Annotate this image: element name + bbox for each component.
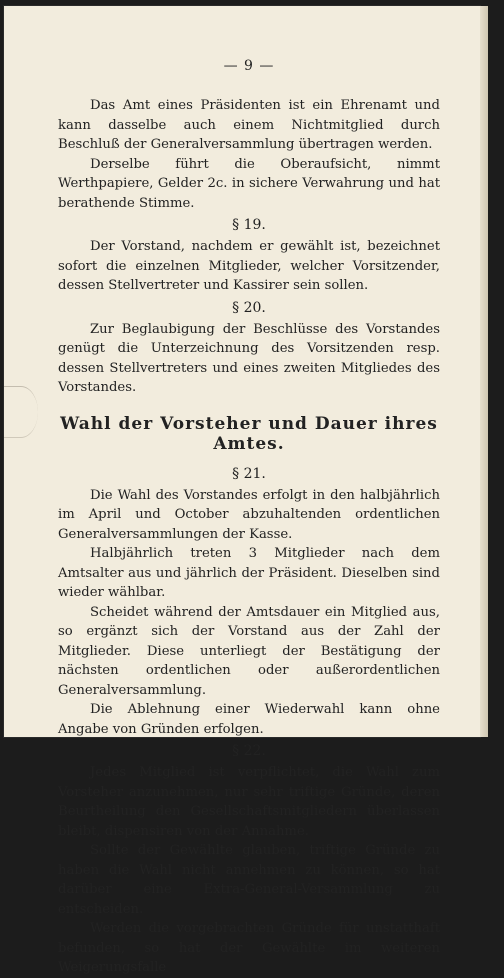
section-21-paragraph: Die Wahl des Vorstandes erfolgt in den halbjährlich im April und October abzuhaltenden ordentlichen Generalversammlungen der Kasse. — [58, 487, 440, 542]
section-21-paragraph: Halbjährlich treten 3 Mitglieder nach dem Amtsalter aus und jährlich der Präsident. Dieselben sind wieder wählbar. — [58, 546, 440, 600]
page-edge — [480, 6, 488, 737]
chapter-heading: Wahl der Vorsteher und Dauer ihres Amtes. — [60, 413, 438, 454]
section-22-paragraph: Jedes Mitglied ist verpflichtet, die Wahl zum Vorsteher anzunehmen, nur sehr triftige Gründe, deren Beurtheilung den Gesellschaftsmitgliedern überlassen bleibt, dispensiren von der Annahme. — [58, 765, 440, 839]
section-21-number: § 21. — [232, 465, 266, 482]
section-22-paragraph: Sollte der Gewählte glauben, triftige Gründe zu haben die Wahl nicht annehmen zu können, so hat darüber eine Extra-General-Versammlung zu entscheiden. — [58, 843, 440, 917]
paragraph: Derselbe führt die Oberaufsicht, nimmt Werthpapiere, Gelder 2c. in sichere Verwahrung und hat berathende Stimme. — [58, 156, 440, 211]
section-20-text: Zur Beglaubigung der Beschlüsse des Vorstandes genügt die Unterzeichnung des Vorsitzenden resp. dessen Stellvertreters und eines zweiten Mitgliedes des Vorstandes. — [58, 321, 440, 395]
section-21-paragraph: Die Ablehnung einer Wiederwahl kann ohne Angabe von Gründen erfolgen. — [58, 702, 440, 737]
book-page — [4, 6, 480, 975]
section-22-paragraph: Werden die vorgebrachten Gründe für unstatthaft befunden, so hat der Gewählte im weiteren Weigerungsfalle — [58, 921, 440, 975]
paragraph: Das Amt eines Präsidenten ist ein Ehrenamt und kann dasselbe auch einem Nichtmitglied durch Beschluß der Generalversammlung übertragen werden. — [58, 98, 440, 152]
section-21-paragraph: Scheidet während der Amtsdauer ein Mitglied aus, so ergänzt sich der Vorstand aus der Zahl der Mitglieder. Diese unterliegt der Bestätigung der nächsten ordentlichen oder außerordentlichen Generalversammlung. — [58, 604, 440, 698]
page-content — [58, 58, 440, 978]
binding-thread — [4, 386, 38, 438]
section-22-number: § 22. — [232, 743, 266, 759]
section-20-number: § 20. — [232, 299, 266, 316]
page-number: — 9 — — [223, 58, 275, 74]
section-19-text: Der Vorstand, nachdem er gewählt ist, bezeichnet sofort die einzelnen Mitglieder, welcher Vorsitzender, dessen Stellvertreter und Kassirer sein sollen. — [58, 239, 440, 293]
section-19-number: § 19. — [232, 217, 266, 233]
